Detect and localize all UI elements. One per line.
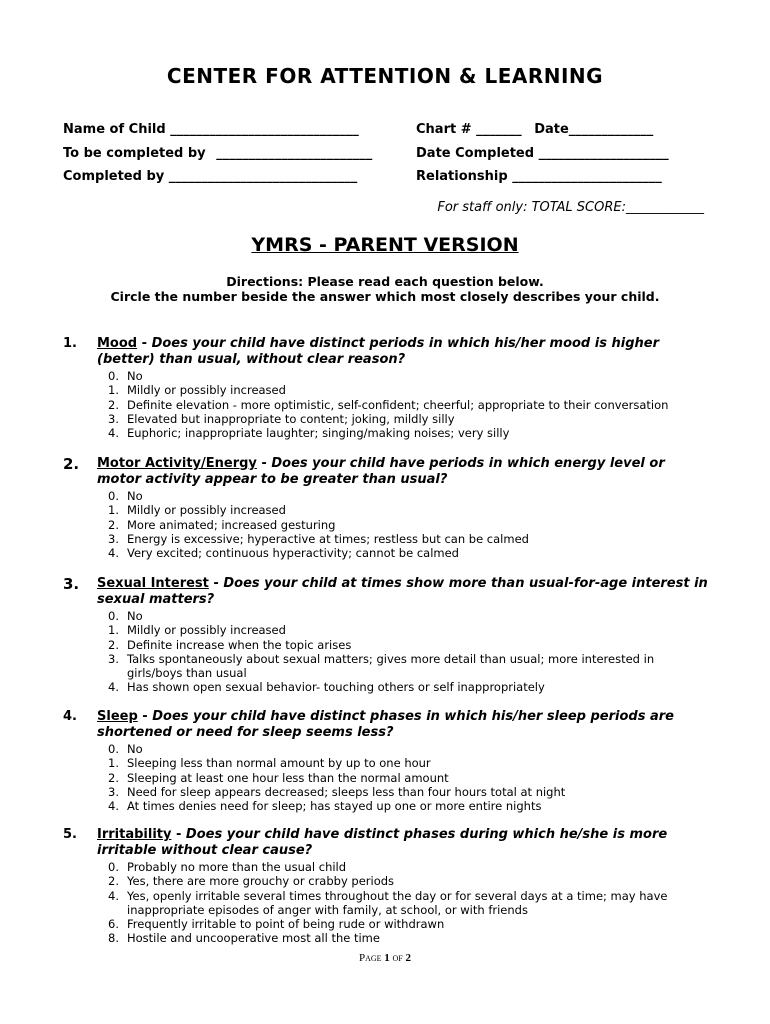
option-text: No xyxy=(127,742,143,756)
question-text: Does your child have periods in which energy level or motor activity appear to be greater than usual? xyxy=(97,456,665,487)
option-number: 4. xyxy=(108,888,119,903)
option-number: 0. xyxy=(108,742,119,756)
question-sleep xyxy=(63,709,713,813)
question-number: 3. xyxy=(63,575,80,593)
question-label: Mood xyxy=(97,336,138,351)
answer-options xyxy=(63,609,713,695)
answer-option[interactable] xyxy=(108,623,713,637)
option-text: Talks spontaneously about sexual matters; gives more detail than usual; more interested in girls/boys than usual xyxy=(127,651,655,681)
date-field[interactable]: _____________ xyxy=(568,122,654,137)
question-mood xyxy=(63,336,713,440)
question-irritability xyxy=(63,827,713,946)
answer-option[interactable] xyxy=(108,860,713,874)
page-number: 1 xyxy=(384,952,390,964)
question-label: Motor Activity/Energy xyxy=(97,456,257,471)
chart-number-field[interactable]: _______ xyxy=(476,122,522,137)
question-motor-activity xyxy=(63,456,713,560)
question-text: Does your child at times show more than usual-for-age interest in sexual matters? xyxy=(97,576,708,607)
answer-option[interactable] xyxy=(108,917,713,931)
date-label: Date xyxy=(534,122,569,137)
chart-number-label: Chart # xyxy=(416,122,472,137)
option-number: 2. xyxy=(108,517,119,532)
date-completed-field[interactable]: ____________________ xyxy=(538,146,669,161)
answer-options xyxy=(63,742,713,813)
staff-total-score: For staff only: TOTAL SCORE:____________ xyxy=(437,200,704,215)
option-number: 1. xyxy=(108,503,119,518)
directions-line-1: Directions: Please read each question below. xyxy=(226,274,544,289)
answer-option[interactable] xyxy=(108,503,713,517)
answer-option[interactable] xyxy=(108,874,713,888)
relationship-field[interactable]: _______________________ xyxy=(512,169,662,184)
answer-option[interactable] xyxy=(108,489,713,503)
question-label: Sexual Interest xyxy=(97,576,209,591)
question-sexual-interest xyxy=(63,576,713,695)
answer-option[interactable] xyxy=(108,771,713,785)
answer-option[interactable] xyxy=(108,756,713,770)
answer-option[interactable] xyxy=(108,412,713,426)
option-number: 4. xyxy=(108,680,119,695)
option-text: No xyxy=(127,489,143,503)
completed-by-field[interactable]: _____________________________ xyxy=(168,169,358,184)
name-of-child-label: Name of Child xyxy=(63,122,166,137)
question-separator: - xyxy=(137,709,153,724)
of-word: of xyxy=(392,952,403,964)
info-row-chart xyxy=(416,122,653,137)
info-row-tobe xyxy=(63,146,372,161)
answer-option[interactable] xyxy=(108,369,713,383)
question-number: 1. xyxy=(63,336,77,351)
option-text: No xyxy=(127,369,143,383)
page-word: Page xyxy=(358,952,382,964)
page-title: CENTER FOR ATTENTION & LEARNING xyxy=(166,64,604,88)
option-number: 0. xyxy=(108,609,119,623)
option-text: Need for sleep appears decreased; sleeps less than four hours total at night xyxy=(127,784,566,799)
option-number: 1. xyxy=(108,756,119,771)
option-text: Definite increase when the topic arises xyxy=(127,637,352,652)
option-text: Sleeping less than normal amount by up to one hour xyxy=(127,756,431,771)
answer-option[interactable] xyxy=(108,426,713,440)
option-text: Mildly or possibly increased xyxy=(127,623,286,638)
option-text: Mildly or possibly increased xyxy=(127,383,286,398)
option-text: Yes, there are more grouchy or crabby periods xyxy=(127,874,395,889)
name-of-child-field[interactable]: _____________________________ xyxy=(170,122,359,137)
option-text: Hostile and uncooperative most all the time xyxy=(127,931,380,946)
info-row-date-completed xyxy=(416,146,669,161)
option-number: 4. xyxy=(108,546,119,561)
date-completed-label: Date Completed xyxy=(416,146,535,161)
answer-options xyxy=(63,860,713,946)
option-number: 3. xyxy=(108,651,119,666)
option-text: Sleeping at least one hour less than the normal amount xyxy=(127,770,449,785)
option-text: Euphoric; inappropriate laughter; singing/making noises; very silly xyxy=(127,426,510,441)
option-number: 0. xyxy=(108,369,119,383)
question-separator: - xyxy=(208,576,224,591)
to-be-completed-by-field[interactable]: ________________________ xyxy=(216,146,373,161)
option-number: 4. xyxy=(108,426,119,441)
answer-option[interactable] xyxy=(108,546,713,560)
answer-option[interactable] xyxy=(108,638,713,652)
option-number: 8. xyxy=(108,931,119,946)
option-text: Energy is excessive; hyperactive at times; restless but can be calmed xyxy=(127,531,529,546)
option-text: Elevated but inappropriate to content; joking, mildly silly xyxy=(127,411,455,426)
completed-by-label: Completed by xyxy=(63,169,165,184)
answer-option[interactable] xyxy=(108,785,713,799)
question-text: Does your child have distinct phases during which he/she is more irritable without clear cause? xyxy=(97,827,668,858)
option-text: Definite elevation - more optimistic, self-confident; cheerful; appropriate to their conversation xyxy=(127,397,669,412)
answer-option[interactable] xyxy=(108,532,713,546)
question-text: Does your child have distinct periods in which his/her mood is higher (better) than usual, without clear reason? xyxy=(97,336,659,367)
option-number: 0. xyxy=(108,489,119,503)
answer-option[interactable] xyxy=(108,609,713,623)
option-text: Yes, openly irritable several times throughout the day or for several days at a time; may have inappropriate episodes of anger with family, at school, or with friends xyxy=(127,888,668,917)
option-number: 2. xyxy=(108,874,119,889)
answer-option[interactable] xyxy=(108,398,713,412)
option-number: 0. xyxy=(108,860,119,874)
option-text: More animated; increased gesturing xyxy=(127,517,336,532)
answer-option[interactable] xyxy=(108,931,713,945)
answer-options xyxy=(63,369,713,440)
question-separator: - xyxy=(171,827,186,842)
info-row-child xyxy=(63,122,359,137)
to-be-completed-by-label: To be completed by xyxy=(63,146,206,161)
question-number: 5. xyxy=(63,827,77,842)
question-number: 4. xyxy=(63,709,77,724)
question-text: Does your child have distinct phases in which his/her sleep periods are shortened or need for sleep seems less? xyxy=(97,709,674,740)
info-row-completed-by xyxy=(63,169,357,184)
option-text: Frequently irritable to point of being rude or withdrawn xyxy=(127,917,445,932)
option-number: 3. xyxy=(108,531,119,546)
question-number: 2. xyxy=(63,455,80,473)
page-footer xyxy=(0,952,770,964)
option-number: 2. xyxy=(108,637,119,652)
answer-option[interactable] xyxy=(108,889,713,918)
form-title: YMRS - PARENT VERSION xyxy=(251,234,519,256)
option-number: 6. xyxy=(108,917,119,932)
option-text: Probably no more than the usual child xyxy=(127,860,347,874)
option-text: Has shown open sexual behavior- touching others or self inappropriately xyxy=(127,680,545,695)
question-separator: - xyxy=(256,456,272,471)
option-number: 3. xyxy=(108,784,119,799)
question-label: Sleep xyxy=(97,709,138,724)
relationship-label: Relationship xyxy=(416,169,508,184)
option-text: Mildly or possibly increased xyxy=(127,503,286,518)
option-text: No xyxy=(127,609,143,623)
option-number: 3. xyxy=(108,411,119,426)
option-text: At times denies need for sleep; has stayed up one or more entire nights xyxy=(127,799,542,814)
answer-options xyxy=(63,489,713,560)
answer-option[interactable] xyxy=(108,799,713,813)
answer-option[interactable] xyxy=(108,652,713,681)
answer-option[interactable] xyxy=(108,383,713,397)
answer-option[interactable] xyxy=(108,742,713,756)
question-label: Irritability xyxy=(97,827,172,842)
option-text: Very excited; continuous hyperactivity; cannot be calmed xyxy=(127,546,459,561)
option-number: 1. xyxy=(108,383,119,398)
option-number: 4. xyxy=(108,799,119,814)
option-number: 1. xyxy=(108,623,119,638)
question-separator: - xyxy=(137,336,152,351)
answer-option[interactable] xyxy=(108,518,713,532)
option-number: 2. xyxy=(108,770,119,785)
page-total: 2 xyxy=(405,952,412,964)
answer-option[interactable] xyxy=(108,680,713,694)
directions-line-2: Circle the number beside the answer which most closely describes your child. xyxy=(110,289,660,304)
info-row-relationship xyxy=(416,169,662,184)
option-number: 2. xyxy=(108,397,119,412)
